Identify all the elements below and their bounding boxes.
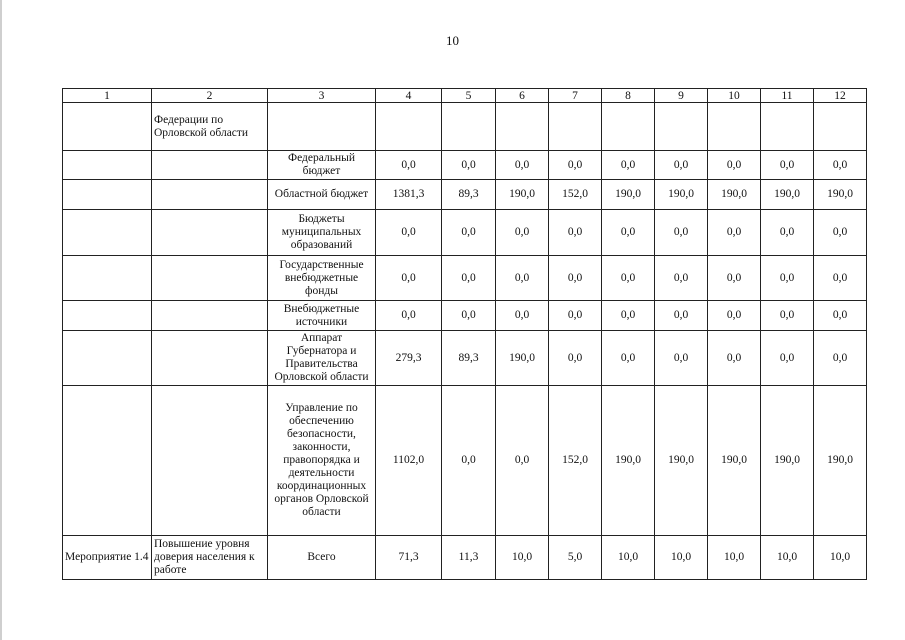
- value-cell: [655, 103, 708, 151]
- value-cell: 0,0: [549, 331, 602, 386]
- event-cell: [63, 301, 152, 331]
- value-cell: 71,3: [376, 536, 442, 580]
- value-cell: 0,0: [442, 210, 496, 256]
- value-cell: 10,0: [496, 536, 549, 580]
- value-cell: 0,0: [655, 256, 708, 301]
- column-header: 2: [152, 89, 268, 103]
- value-cell: 10,0: [602, 536, 655, 580]
- table-row: [63, 151, 867, 180]
- value-cell: 0,0: [442, 151, 496, 180]
- value-cell: 0,0: [814, 256, 867, 301]
- source-cell: Бюджеты муниципальных образований: [268, 210, 376, 256]
- value-cell: [549, 103, 602, 151]
- value-cell: 0,0: [602, 210, 655, 256]
- value-cell: 0,0: [708, 301, 761, 331]
- column-header: 11: [761, 89, 814, 103]
- value-cell: 190,0: [496, 331, 549, 386]
- source-cell: Внебюджетные источники: [268, 301, 376, 331]
- value-cell: 190,0: [496, 180, 549, 210]
- value-cell: 152,0: [549, 386, 602, 536]
- value-cell: 0,0: [814, 331, 867, 386]
- table-row: [63, 331, 867, 386]
- value-cell: 0,0: [655, 301, 708, 331]
- value-cell: 0,0: [655, 210, 708, 256]
- value-cell: 0,0: [496, 151, 549, 180]
- value-cell: 0,0: [376, 301, 442, 331]
- value-cell: 0,0: [496, 301, 549, 331]
- value-cell: 0,0: [655, 331, 708, 386]
- value-cell: 0,0: [814, 210, 867, 256]
- source-cell: Областной бюджет: [268, 180, 376, 210]
- value-cell: 0,0: [549, 301, 602, 331]
- value-cell: [442, 103, 496, 151]
- value-cell: 190,0: [814, 180, 867, 210]
- value-cell: [496, 103, 549, 151]
- value-cell: 0,0: [761, 151, 814, 180]
- value-cell: 10,0: [814, 536, 867, 580]
- value-cell: 11,3: [442, 536, 496, 580]
- value-cell: 0,0: [376, 210, 442, 256]
- value-cell: 0,0: [442, 256, 496, 301]
- value-cell: [814, 103, 867, 151]
- source-cell: Государственные внебюджетные фонды: [268, 256, 376, 301]
- value-cell: 0,0: [442, 386, 496, 536]
- value-cell: 0,0: [761, 331, 814, 386]
- event-cell: [63, 331, 152, 386]
- value-cell: 0,0: [602, 151, 655, 180]
- table-row: [63, 536, 867, 580]
- column-header: 3: [268, 89, 376, 103]
- event-cell: [63, 180, 152, 210]
- column-header: 1: [63, 89, 152, 103]
- table-row: [63, 210, 867, 256]
- source-cell: Федеральный бюджет: [268, 151, 376, 180]
- event-cell: [63, 103, 152, 151]
- value-cell: 5,0: [549, 536, 602, 580]
- name-cell: [152, 301, 268, 331]
- table-row: [63, 180, 867, 210]
- event-cell: Мероприятие 1.4: [63, 536, 152, 580]
- name-cell: [152, 256, 268, 301]
- value-cell: 190,0: [602, 386, 655, 536]
- column-header: 4: [376, 89, 442, 103]
- value-cell: 0,0: [761, 210, 814, 256]
- column-header: 5: [442, 89, 496, 103]
- value-cell: 10,0: [761, 536, 814, 580]
- value-cell: 10,0: [708, 536, 761, 580]
- value-cell: 0,0: [708, 210, 761, 256]
- value-cell: 190,0: [655, 180, 708, 210]
- value-cell: 190,0: [602, 180, 655, 210]
- name-cell: [152, 151, 268, 180]
- value-cell: 190,0: [814, 386, 867, 536]
- table-row: [63, 256, 867, 301]
- value-cell: 10,0: [655, 536, 708, 580]
- value-cell: 0,0: [496, 256, 549, 301]
- value-cell: 0,0: [655, 151, 708, 180]
- column-header: 7: [549, 89, 602, 103]
- value-cell: 0,0: [761, 256, 814, 301]
- event-cell: [63, 386, 152, 536]
- value-cell: 190,0: [761, 180, 814, 210]
- value-cell: [602, 103, 655, 151]
- budget-table: [62, 88, 867, 580]
- value-cell: 0,0: [549, 256, 602, 301]
- value-cell: 0,0: [549, 210, 602, 256]
- column-header: 6: [496, 89, 549, 103]
- value-cell: 0,0: [708, 331, 761, 386]
- value-cell: [708, 103, 761, 151]
- event-cell: [63, 256, 152, 301]
- value-cell: 0,0: [602, 331, 655, 386]
- column-header: 9: [655, 89, 708, 103]
- value-cell: 0,0: [602, 301, 655, 331]
- event-cell: [63, 210, 152, 256]
- table-row: [63, 301, 867, 331]
- value-cell: 0,0: [496, 210, 549, 256]
- header-row: [63, 89, 867, 103]
- value-cell: 0,0: [761, 301, 814, 331]
- value-cell: 0,0: [442, 301, 496, 331]
- value-cell: 190,0: [761, 386, 814, 536]
- value-cell: 279,3: [376, 331, 442, 386]
- value-cell: 190,0: [708, 386, 761, 536]
- value-cell: 0,0: [708, 151, 761, 180]
- page-edge: [0, 0, 2, 640]
- name-cell: [152, 331, 268, 386]
- source-cell: Всего: [268, 536, 376, 580]
- source-cell: Аппарат Губернатора и Правительства Орловской области: [268, 331, 376, 386]
- name-cell: [152, 386, 268, 536]
- name-cell: [152, 210, 268, 256]
- value-cell: 1381,3: [376, 180, 442, 210]
- value-cell: 0,0: [814, 151, 867, 180]
- value-cell: 0,0: [376, 256, 442, 301]
- value-cell: 0,0: [549, 151, 602, 180]
- table-row: [63, 386, 867, 536]
- column-header: 10: [708, 89, 761, 103]
- column-header: 8: [602, 89, 655, 103]
- value-cell: [376, 103, 442, 151]
- value-cell: 0,0: [496, 386, 549, 536]
- name-cell: Повышение уровня доверия населения к работе: [152, 536, 268, 580]
- source-cell: [268, 103, 376, 151]
- value-cell: [761, 103, 814, 151]
- value-cell: 152,0: [549, 180, 602, 210]
- value-cell: 0,0: [376, 151, 442, 180]
- source-cell: Управление по обеспечению безопасности, законности, правопорядка и деятельности координационных органов Орловской области: [268, 386, 376, 536]
- value-cell: 1102,0: [376, 386, 442, 536]
- value-cell: 190,0: [708, 180, 761, 210]
- name-cell: Федерации по Орловской области: [152, 103, 268, 151]
- value-cell: 0,0: [814, 301, 867, 331]
- event-cell: [63, 151, 152, 180]
- table-row: [63, 103, 867, 151]
- value-cell: 89,3: [442, 331, 496, 386]
- name-cell: [152, 180, 268, 210]
- page-number: 10: [446, 33, 459, 48]
- value-cell: 190,0: [655, 386, 708, 536]
- value-cell: 0,0: [708, 256, 761, 301]
- value-cell: 89,3: [442, 180, 496, 210]
- value-cell: 0,0: [602, 256, 655, 301]
- column-header: 12: [814, 89, 867, 103]
